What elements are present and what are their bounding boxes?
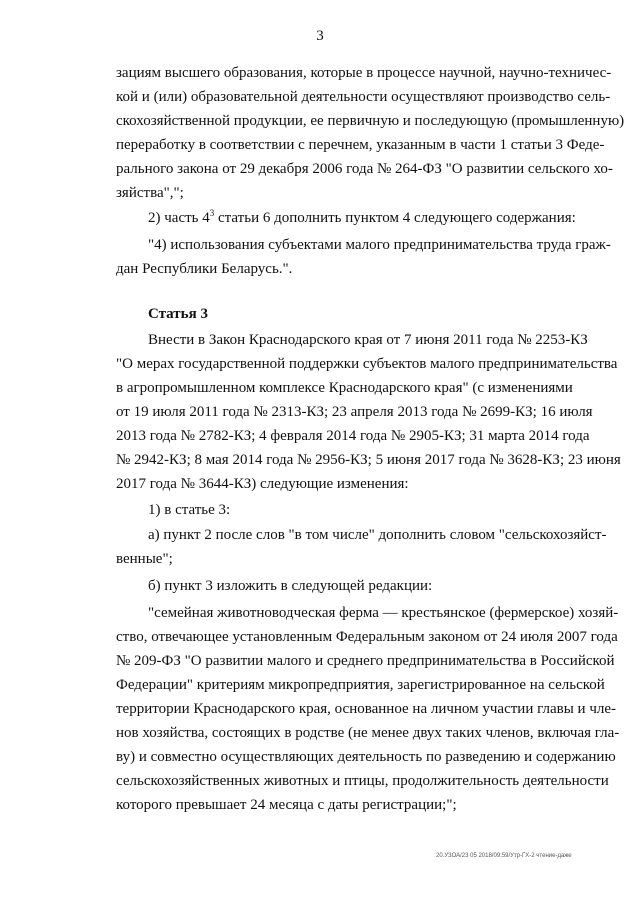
part-2-before: 2) часть 4 [148, 210, 210, 226]
text-line: ву) и совместно осуществляющих деятельность по разведению и содержанию [116, 749, 616, 765]
text-line: 2017 года № 3644-КЗ) следующие изменения: [116, 476, 409, 492]
text-line: "4) использования субъектами малого предпринимательства труда граж- [148, 237, 611, 253]
text-line: 2013 года № 2782-КЗ; 4 февраля 2014 года № 2905-КЗ; 31 марта 2014 года [116, 428, 590, 444]
text-line: а) пункт 2 после слов "в том числе" дополнить словом "сельскохозяйст- [148, 527, 607, 543]
text-line: Федерации" критериям микропредприятия, зарегистрированное на сельской [116, 677, 605, 693]
text-line: "О мерах государственной поддержки субъектов малого предпринимательства [116, 356, 618, 372]
part-2-after: статьи 6 дополнить пунктом 4 следующего содержания: [214, 210, 576, 226]
text-line: ство, отвечающее установленным Федеральным законом от 24 июля 2007 года [116, 629, 618, 645]
text-line: скохозяйственной продукции, ее первичную и последующую (промышленную) [116, 113, 625, 129]
text-line: которого превышает 24 месяца с даты регистрации;"; [116, 797, 457, 813]
text-line: в агропромышленном комплексе Краснодарского края" (с изменениями [116, 380, 573, 396]
text-line: "семейная животноводческая ферма — крестьянское (фермерское) хозяй- [148, 605, 619, 621]
text-line: сельскохозяйственных животных и птицы, продолжительность деятельности [116, 773, 609, 789]
text-line: дан Республики Беларусь.". [116, 261, 293, 277]
text-line: 1) в статье 3: [148, 502, 231, 518]
text-line: Внести в Закон Краснодарского края от 7 июня 2011 года № 2253-КЗ [148, 332, 588, 348]
footer-stamp: 20.УЗОА/23 05 2018/09:59/Утр-ГХ-2 чтение-даже [436, 853, 572, 859]
text-line-part-2 [148, 208, 576, 228]
text-line: нов хозяйства, состоящих в родстве (не менее двух таких членов, включая гла- [116, 725, 620, 741]
page-number: 3 [316, 28, 324, 44]
text-line: венные"; [116, 551, 173, 567]
text-line: зациям высшего образования, которые в процессе научной, научно-техничес- [116, 65, 612, 81]
article-heading: Статья 3 [148, 306, 208, 322]
text-line: № 209-ФЗ "О развитии малого и среднего предпринимательства в Российской [116, 653, 615, 669]
part-2-superscript: 3 [209, 208, 215, 218]
text-line: б) пункт 3 изложить в следующей редакции: [148, 578, 433, 594]
text-line: переработку в соответствии с перечнем, указанным в части 1 статьи 3 Феде- [116, 137, 605, 153]
text-line: зяйства","; [116, 185, 184, 201]
text-line: рального закона от 29 декабря 2006 года № 264-ФЗ "О развитии сельского хо- [116, 161, 613, 177]
text-line: кой и (или) образовательной деятельности осуществляют производство сель- [116, 89, 611, 105]
text-line: территории Краснодарского края, основанное на личном участии главы и чле- [116, 701, 617, 717]
text-line: № 2942-КЗ; 8 мая 2014 года № 2956-КЗ; 5 июня 2017 года № 3628-КЗ; 23 июня [116, 452, 621, 468]
text-line: от 19 июля 2011 года № 2313-КЗ; 23 апреля 2013 года № 2699-КЗ; 16 июля [116, 404, 593, 420]
